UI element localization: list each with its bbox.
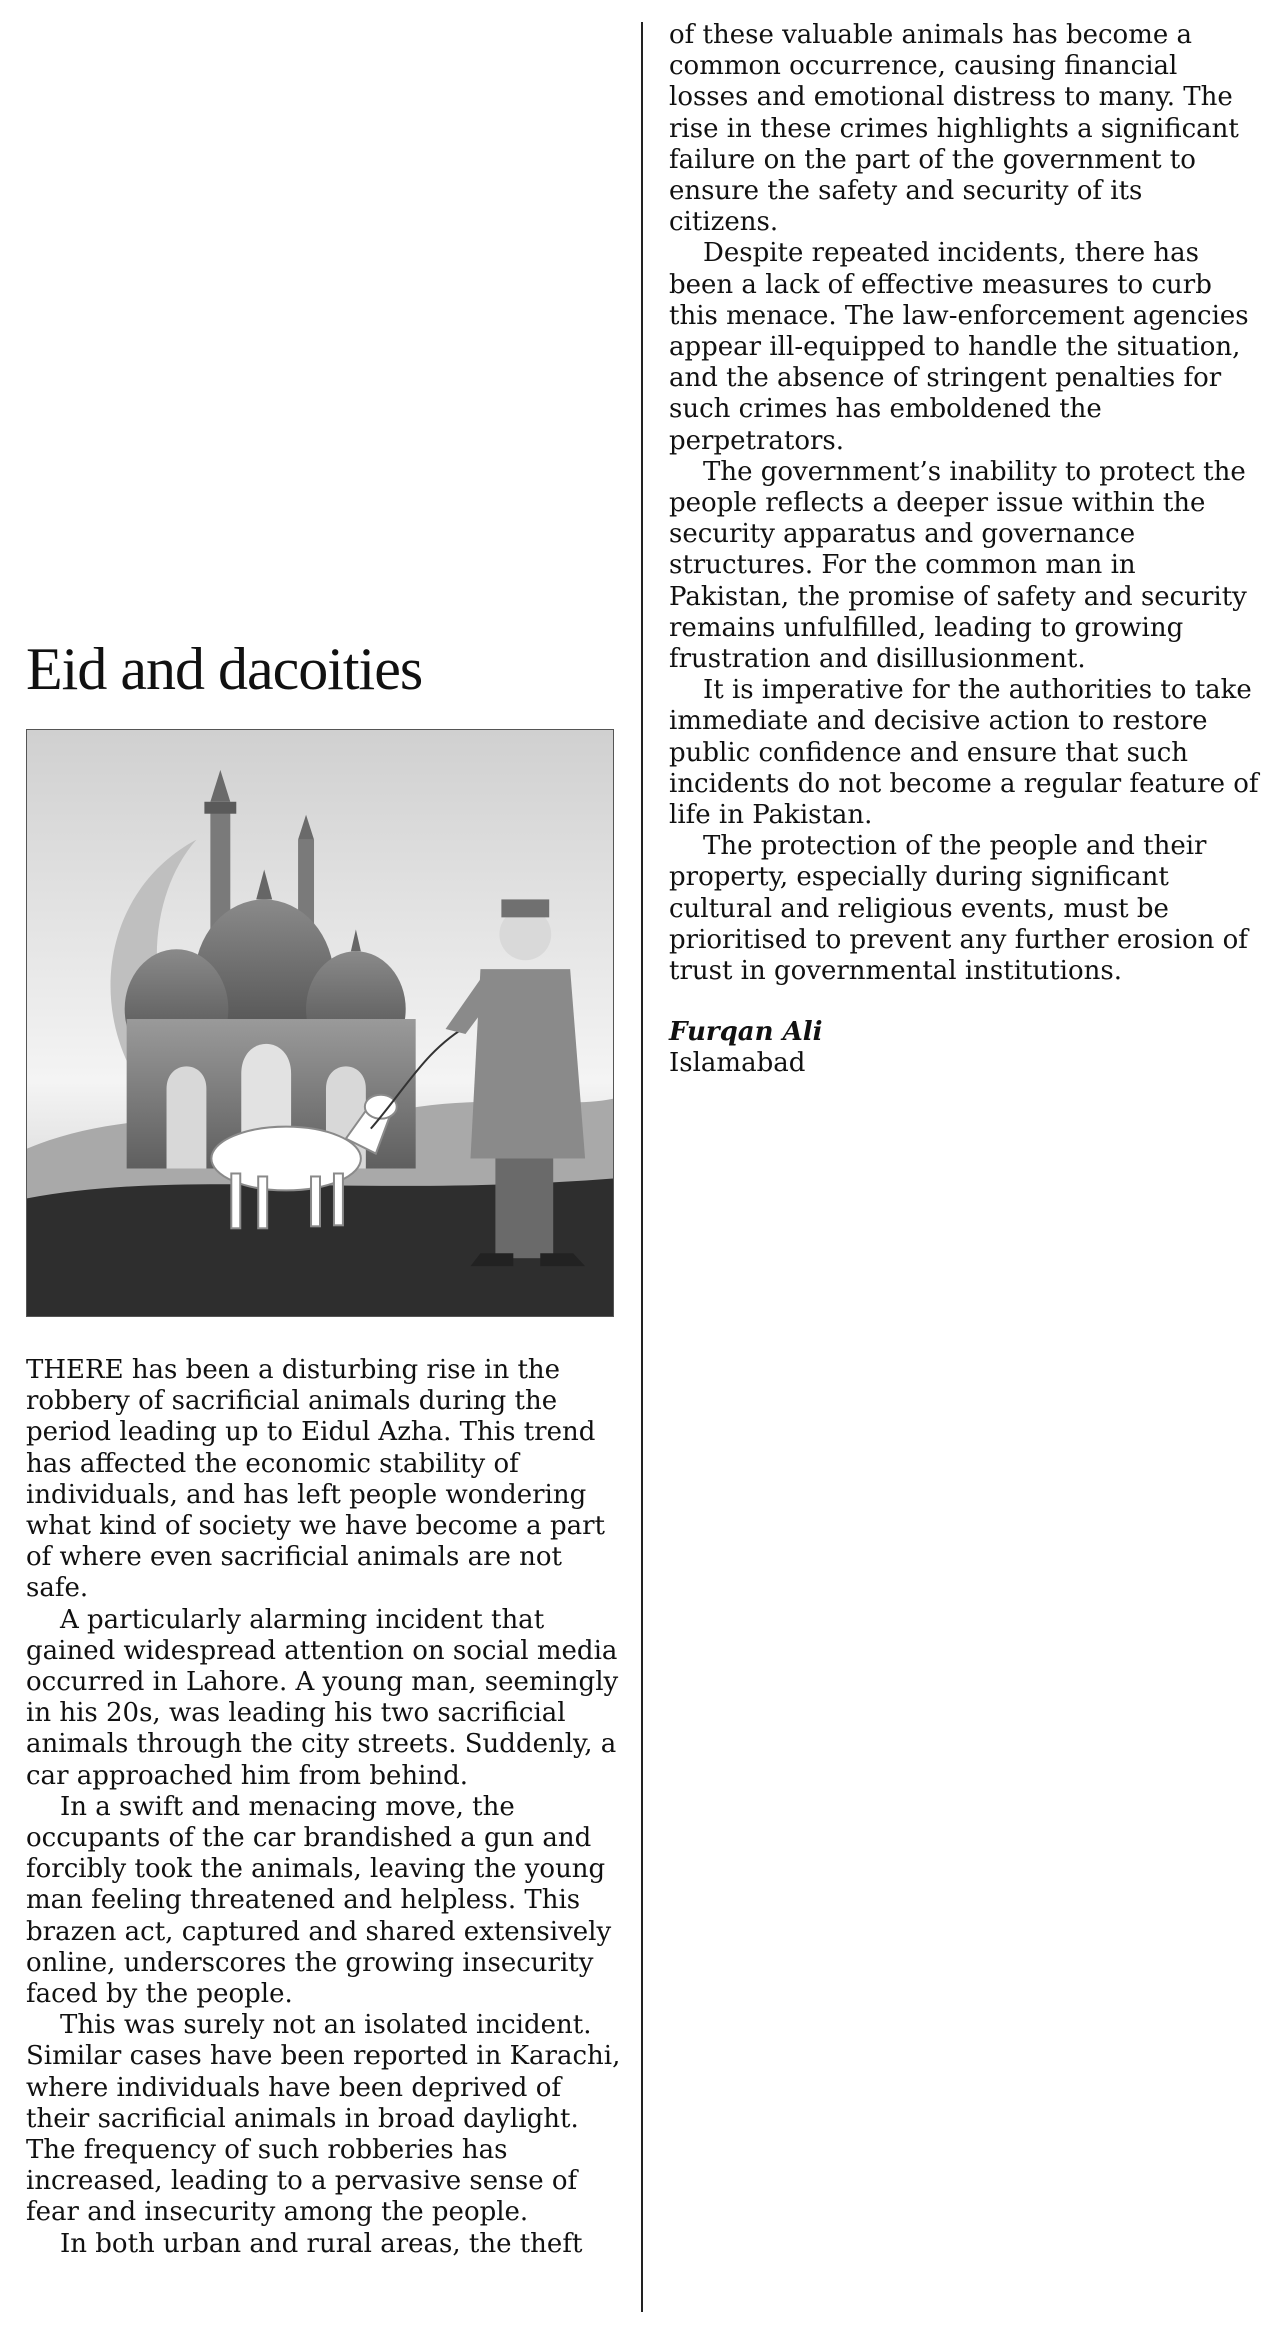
signature-name: Furqan Ali	[669, 1017, 823, 1048]
paragraph: of these valuable animals has become a common occurrence, causing financial losses and emotional distress to many. The rise in these crimes highlights a significant failure on the part of the government to ensure the safety and security of its citizens.	[669, 20, 1239, 238]
right-column-text	[669, 20, 1259, 1079]
paragraph: This was surely not an isolated incident. Similar cases have been reported in Karachi, where individuals have been deprived of their sacrificial animals in broad daylight. The frequency of such robberies has increased, leading to a pervasive sense of fear and insecurity among the people.	[26, 2010, 621, 2228]
paragraph: A particularly alarming incident that gained widespread attention on social media occurred in Lahore. A young man, seemingly in his 20s, was leading his two sacrificial animals through the city streets. Suddenly, a car approached him from behind.	[26, 1604, 619, 1791]
mosque-goat-illustration	[26, 729, 614, 1317]
signature-place: Islamabad	[669, 1048, 806, 1079]
column-divider	[641, 22, 643, 2312]
paragraph: It is imperative for the authorities to take immediate and decisive action to restore public confidence and ensure that such incidents do not become a regular feature of life in Pakistan.	[669, 675, 1259, 831]
paragraph: The protection of the people and their property, especially during significant cultural and religious events, must be prioritised to prevent any further erosion of trust in governmental institutions.	[669, 831, 1248, 987]
paragraph: Despite repeated incidents, there has been a lack of effective measures to curb this menace. The law-enforcement agencies appear ill-equipped to handle the situation, and the absence of stringent penalties for such crimes has emboldened the perpetrators.	[669, 238, 1249, 456]
paragraph: In a swift and menacing move, the occupants of the car brandished a gun and forcibly took the animals, leaving the young man feeling threatened and helpless. This brazen act, captured and shared extensively online, underscores the growing insecurity faced by the people.	[26, 1791, 612, 2010]
paragraph: The government’s inability to protect the people reflects a deeper issue within the security apparatus and governance structures. For the common man in Pakistan, the promise of safety and security remains unfulfilled, leading to growing frustration and disillusionment.	[669, 456, 1247, 675]
paragraph: THERE has been a disturbing rise in the robbery of sacrificial animals during the period leading up to Eidul Azha. This trend has affected the economic stability of individuals, and has left people wondering what kind of society we have become a part of where even sacrificial animals are not safe.	[26, 1355, 605, 1604]
left-column-text	[26, 1355, 626, 2260]
headline: Eid and dacoities	[26, 636, 423, 702]
paragraph: In both urban and rural areas, the theft	[60, 2228, 583, 2259]
